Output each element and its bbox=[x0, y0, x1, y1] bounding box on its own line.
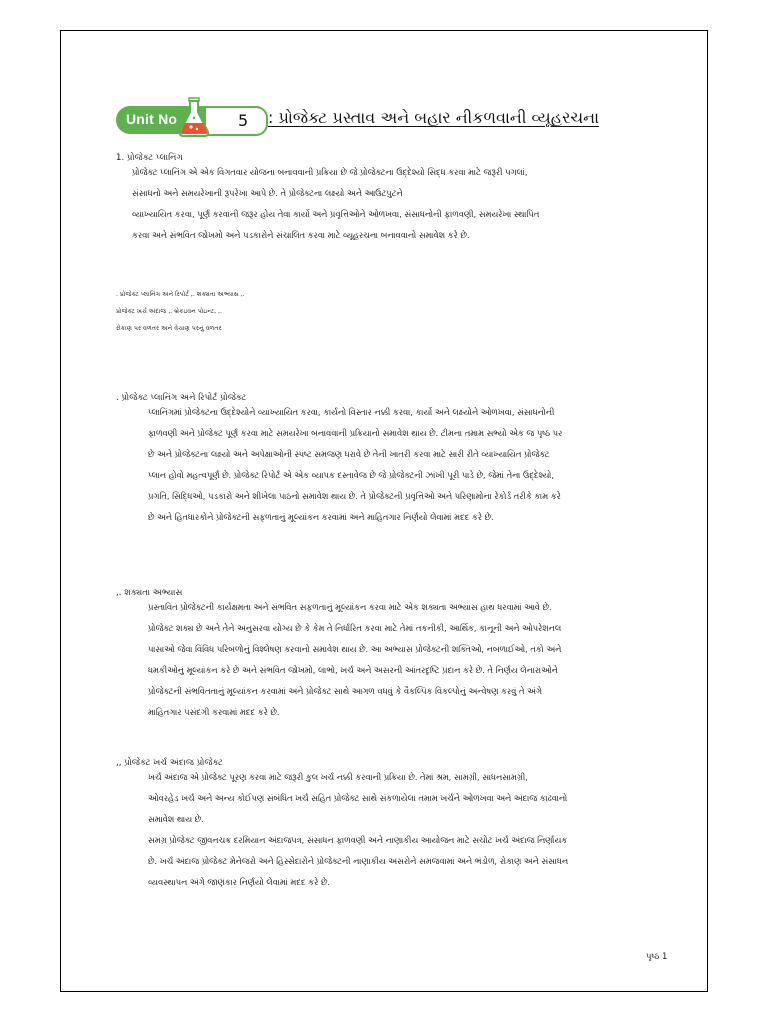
topic-line: . પ્રોજેક્ટ પ્લાનિંગ અને રિપોર્ટ ,. શક્યતા અભ્યાસ ,. bbox=[116, 291, 245, 298]
section1-line: પ્રોજેક્ટ પ્લાનિંગ એ એક વિગતવાર યોજના બનાવવાની પ્રક્રિયા છે જે પ્રોજેક્ટના ઉદ્દેશ્યો સિદ્ધ કરવા માટે જરૂરી પગલાં, bbox=[132, 167, 528, 177]
page-number: પૃષ્ઠ 1 bbox=[646, 952, 668, 962]
unit-number-box bbox=[206, 106, 268, 136]
section4-line: ખર્ચ અંદાજ એ પ્રોજેક્ટ પૂરણ કરવા માટે જરૂરી કુલ ખર્ચ નક્કી કરવાની પ્રક્રિયા છે. તેમાં શ્રમ, સામગ્રી, સાધનસામગ્રી, bbox=[148, 772, 528, 782]
section1-line: કરવા અને સંભવિત જોખમો અને પડકારોને સંચાલિત કરવા માટે વ્યૂહરચના બનાવવાનો સમાવેશ કરે છે. bbox=[132, 230, 470, 240]
section2-line: છે અને હિતધારકોને પ્રોજેક્ટની સફળતાનું મૂલ્યાંકન કરવામાં અને માહિતગાર નિર્ણયો લેવામાં મદદ કરે છે. bbox=[148, 512, 494, 522]
unit-badge bbox=[116, 102, 256, 138]
section2-line: પ્લાનિંગમાં પ્રોજેક્ટના ઉદ્દેશ્યોને વ્યાખ્યાયિત કરવા, કાર્યનો વિસ્તાર નક્કી કરવા, કાર્યો અને લક્ષ્યોને ઓળખવા, સંસાધનોની bbox=[148, 407, 555, 417]
section3-line: પાસાઓ જેવા વિવિધ પરિબળોનું વિશ્લેષણ કરવાનો સમાવેશ થાય છે. આ અભ્યાસ પ્રોજેક્ટની શક્તિઓ, નબળાઈઓ, તકો અને bbox=[148, 644, 562, 654]
section4-line: સમાવેશ થાય છે. bbox=[148, 814, 204, 824]
unit-number: 5 bbox=[238, 111, 249, 130]
topic-line: રોકાણ પર વળતર અને વેચાણ પરનું વળતર bbox=[116, 325, 222, 332]
section2-body bbox=[148, 402, 562, 528]
section1-body bbox=[132, 162, 539, 246]
section3-body bbox=[148, 597, 561, 723]
section3-line: પ્રસ્તાવિત પ્રોજેક્ટની કાર્યક્ષમતા અને સંભવિત સફળતાનું મૂલ્યાંકન કરવા માટે એક શક્યતા અભ્યાસ હાથ ધરવામાં આવે છે. bbox=[148, 602, 552, 612]
section3-line: ધમકીઓનું મૂલ્યાંકન કરે છે અને સંભવિત જોખમો, લાભો, ખર્ચ અને અસરની આંતરદૃષ્ટિ પ્રદાન કરે છે. તે નિર્ણય લેનારાઓને bbox=[148, 665, 558, 675]
section4-body bbox=[148, 767, 568, 893]
section2-heading: . પ્રોજેક્ટ પ્લાનિંગ અને રિપોર્ટ પ્રોજેક્ટ bbox=[116, 393, 247, 403]
section4-line: ઓવરહેડ ખર્ચ અને અન્ય કોઈપણ સંબંધિત ખર્ચ સહિત પ્રોજેક્ટ સાથે સંકળાયેલા તમામ ખર્ચને ઓળખવા અને અંદાજ કાઢવાનો bbox=[148, 793, 568, 803]
section3-line: પ્રોજેક્ટની સંભવિતતાનું મૂલ્યાંકન કરવામાં અને પ્રોજેક્ટ સાથે આગળ વધવું કે વૈકલ્પિક વિકલ્પોનું અન્વેષણ કરવું તે અંગે bbox=[148, 686, 542, 696]
section3-line: પ્રોજેક્ટ શક્ય છે અને તેને અનુસરવા યોગ્ય છે કે કેમ તે નિર્ધારિત કરવા માટે તેમાં તકનીકી, આર્થિક, કાનૂની અને ઓપરેશનલ bbox=[148, 623, 562, 633]
section2-line: પ્રગતિ, સિદ્ધિઓ, પડકારો અને શીખેલા પાઠનો સમાવેશ થાય છે. તે પ્રોજેક્ટની પ્રવૃત્તિઓ અને પરિણામોના રેકોર્ડ તરીકે કામ કરે bbox=[148, 491, 561, 501]
section2-line: પ્લાન હોવો મહત્વપૂર્ણ છે. પ્રોજેક્ટ રિપોર્ટ એ એક વ્યાપક દસ્તાવેજ છે જે પ્રોજેક્ટની ઝાંખી પૂરી પાડે છે, જેમાં તેના ઉદ્દેશ્યો, bbox=[148, 470, 555, 480]
section2-line: છે અને પ્રોજેક્ટના લક્ષ્યો અને અપેક્ષાઓની સ્પષ્ટ સમજણ ધરાવે છે તેની ખાતરી કરવા માટે સારી રીતે વ્યાખ્યાયિત પ્રોજેક્ટ bbox=[148, 449, 550, 459]
unit-label: Unit No bbox=[126, 111, 178, 127]
topic-line: પ્રોજેક્ટ ખર્ચ અંદાજ ,. બ્રેકઇવન પોઇન્ટ, ,. bbox=[116, 308, 222, 315]
section2-line: ફાળવણી અને પ્રોજેક્ટ પૂર્ણ કરવા માટે સમયરેખા બનાવવાની પ્રક્રિયાનો સમાવેશ થાય છે. ટીમના તમામ સભ્યો એક જ પૃષ્ઠ પર bbox=[148, 428, 563, 438]
section1-line: સંસાધનો અને સમયરેખાની રૂપરેખા આપે છે. તે પ્રોજેક્ટના લક્ષ્યો અને આઉટપુટને bbox=[132, 188, 403, 198]
page-title: : પ્રોજેક્ટ પ્રસ્તાવ અને બહાર નીકળવાની વ્યૂહરચના bbox=[268, 108, 600, 127]
section3-heading: ,. શક્યતા અભ્યાસ bbox=[116, 588, 183, 598]
flask-icon bbox=[176, 96, 212, 138]
section4-line: છે. ખર્ચ અંદાજ પ્રોજેક્ટ મેનેજરો અને હિસ્સેદારોને પ્રોજેક્ટની નાણાકીય અસરોને સમજવામાં અને ભંડોળ, રોકાણ અને સંસાધન bbox=[148, 856, 569, 866]
section4-heading: ,, પ્રોજેક્ટ ખર્ચ અંદાજ પ્રોજેક્ટ bbox=[116, 758, 223, 768]
section4-line: સમગ્ર પ્રોજેક્ટ જીવનચક્ર દરમિયાન અંદાજપત્ર, સંસાધન ફાળવણી અને નાણાકીય આયોજન માટે સચોટ ખર્ચ અંદાજ નિર્ણાયક bbox=[148, 835, 568, 845]
section4-line: વ્યવસ્થાપન અંગે જાણકાર નિર્ણયો લેવામાં મદદ કરે છે. bbox=[148, 877, 331, 887]
section1-heading: 1. પ્રોજેક્ટ પ્લાનિંગ bbox=[116, 153, 183, 163]
section1-line: વ્યાખ્યાયિત કરવા, પૂર્ણ કરવાની જરૂર હોય તેવા કાર્યો અને પ્રવૃત્તિઓને ઓળખવા, સંસાધનોની ફાળવણી, સમયરેખા સ્થાપિત bbox=[132, 209, 540, 219]
section3-line: માહિતગાર પસંદગી કરવામાં મદદ કરે છે. bbox=[148, 707, 280, 717]
